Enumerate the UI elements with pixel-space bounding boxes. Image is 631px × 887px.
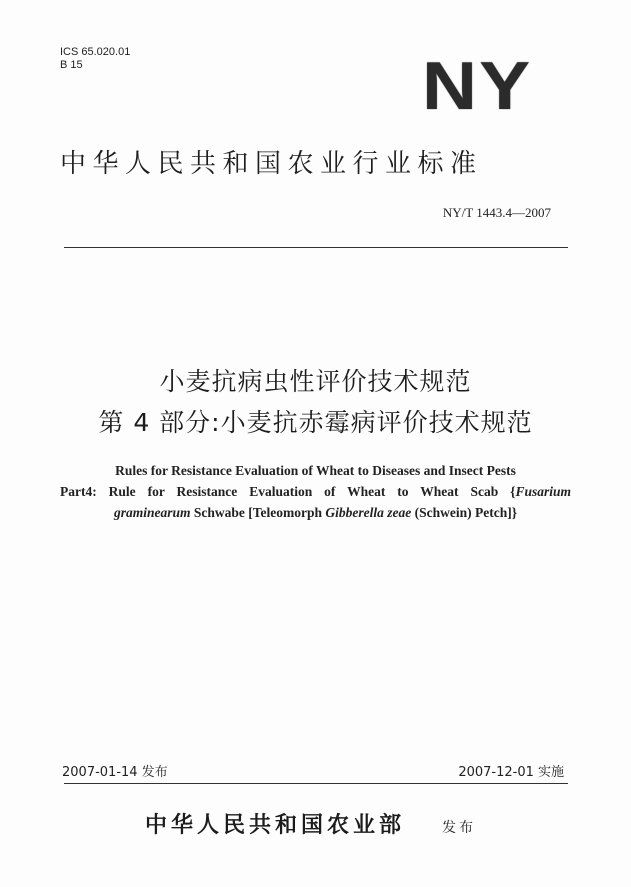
issuer-suffix: 发布 [442, 820, 476, 836]
english-title-genus: Fusarium [515, 484, 571, 499]
english-title-line-1: Rules for Resistance Evaluation of Wheat to Diseases and Insect Pests [115, 463, 516, 478]
standard-category-title: 中华人民共和国农业行业标准 [60, 149, 483, 179]
ics-code: ICS 65.020.01 [60, 46, 131, 58]
ccs-code: B 15 [60, 59, 83, 71]
english-title-line-3-text-1: Schwabe [Teleomorph [190, 505, 326, 520]
chinese-title-line-1: 小麦抗病虫性评价技术规范 [159, 367, 472, 396]
classification-codes [60, 46, 130, 72]
chinese-title-line-2: 第 4 部分:小麦抗赤霉病评价技术规范 [98, 408, 533, 437]
header-divider [64, 247, 568, 248]
standard-code: NY/T 1443.4—2007 [442, 205, 551, 220]
english-title-teleomorph: Gibberella zeae [325, 505, 412, 520]
issuing-authority: 中华人民共和国农业部 [145, 812, 406, 838]
english-title-line-3 [60, 502, 571, 523]
footer-divider [64, 783, 568, 784]
english-title-species: graminearum [113, 505, 191, 520]
issue-date: 2007-01-14 发布 [62, 765, 168, 780]
implementation-date: 2007-12-01 实施 [458, 765, 564, 780]
english-title-line-2 [60, 481, 571, 502]
ny-logo: NY [422, 48, 533, 124]
english-title-line-3-text-2: (Schwein) Petch]} [411, 505, 518, 520]
english-title-line-2-text: Part4: Rule for Resistance Evaluation of Wheat to Wheat Scab { [60, 484, 516, 499]
